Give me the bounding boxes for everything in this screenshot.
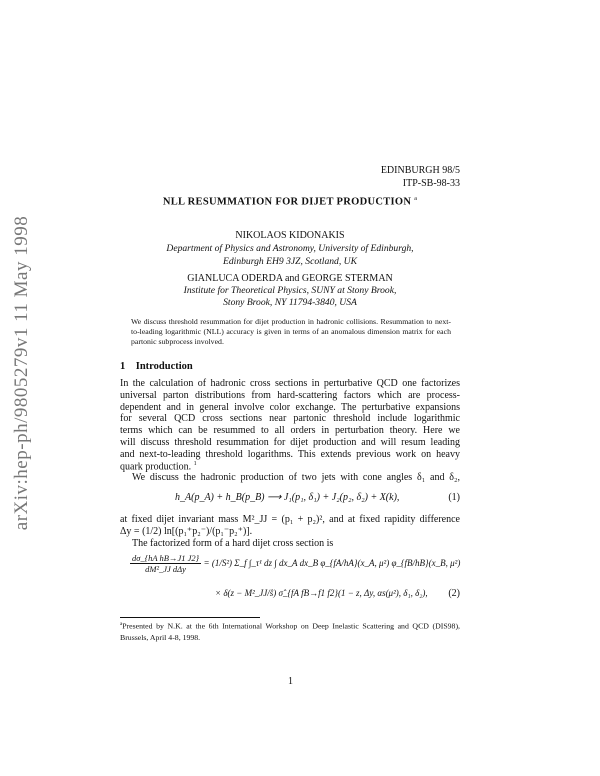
footnote [120,619,460,643]
author-line: GIANLUCA ODERDA and GEORGE STERMAN [187,273,393,284]
section-number: 1 [120,361,126,372]
footnote-rule [120,617,260,618]
body-line: universal parton distributions from hard-scattering factors which are process- [120,390,460,401]
body-line: will discuss threshold resummation for dijet production and will resum leading [120,437,460,448]
title-footnote-mark: a [414,196,418,202]
body-line: We discuss the hadronic production of two jets with cone angles δ₁ and δ₂, [132,472,460,483]
affiliation: Edinburgh EH9 3JZ, Scotland, UK [223,256,357,267]
report-number: ITP-SB-98-33 [402,178,460,189]
report-number: EDINBURGH 98/5 [380,165,460,176]
affiliation: Institute for Theoretical Physics, SUNY at Stony Brook, [183,285,397,296]
body-line: The factorized form of a hard dijet cross section is [132,538,334,549]
fraction-numerator: dσ_{hA hB→J1 J2} [132,553,200,563]
equation-number: (2) [448,588,460,599]
affiliation: Department of Physics and Astronomy, University of Edinburgh, [166,243,414,254]
section-heading [120,361,193,372]
author-line: NIKOLAOS KIDONAKIS [235,230,345,241]
body-line: and next-to-leading threshold logarithms. This extends previous work on heavy [120,449,460,460]
abstract: We discuss threshold resummation for dijet production in hadronic collisions. Resummation to next-to-leading logarithmic (NLL) accuracy is given in terms of an anomalous dimension matrix for each partonic subprocess involved. [131,317,451,346]
body-line: dependent and in general involve color exchange. The perturbative expansions [120,402,460,413]
affiliation: Stony Brook, NY 11794-3840, USA [223,297,357,308]
equation-1: h_A(p_A) + h_B(p_B) ⟶ J₁(p₁, δ₁) + J₂(p₂, δ₂) + X(k), [175,492,400,503]
body-text: quark production. [120,461,192,473]
equation-number: (1) [448,492,460,503]
body-line: at fixed dijet invariant mass M²_JJ = (p₁ + p₂)², and at fixed rapidity difference [120,514,460,525]
body-line: Δy = (1/2) ln[(p₁⁺p₂⁻)/(p₁⁻p₂⁺)]. [120,526,253,537]
paper-title [120,196,460,208]
equation-2-line-1 [130,553,460,574]
body-line: for several QCD cross sections near partonic threshold include logarithmic [120,413,460,424]
page-number: 1 [288,676,293,687]
footnote-mark: a [120,622,123,627]
title-text: NLL RESUMMATION FOR DIJET PRODUCTION [162,196,412,208]
equation-fraction [130,553,201,574]
body-line [120,461,460,472]
body-line: In the calculation of hadronic cross sections in perturbative QCD one factorizes [120,378,460,389]
section-title: Introduction [135,361,193,372]
citation: 1 [193,461,197,467]
fraction-denominator: dM²_JJ dΔy [145,564,186,574]
body-line: terms which can be resummed to all orders in perturbation theory. Here we [120,425,460,436]
equation-rhs: = (1/S²) Σ_f ∫_τ¹ dz ∫ dx_A dx_B φ_{fA/hA}(x_A, μ²) φ_{fB/hB}(x_B, μ²) [203,557,461,568]
arxiv-stamp: arXiv:hep-ph/9805279v1 11 May 1998 [11,215,32,531]
equation-2-line-2: × δ(z − M²_JJ/ŝ) σ̂_{fA fB→f1 f2}(1 − z, Δy, αs(μ²), δ₁, δ₂), [215,588,428,598]
footnote-text: Presented by N.K. at the 6th International Workshop on Deep Inelastic Scattering and QCD (DIS98), Brussels, April 4-8, 1998. [120,621,460,642]
